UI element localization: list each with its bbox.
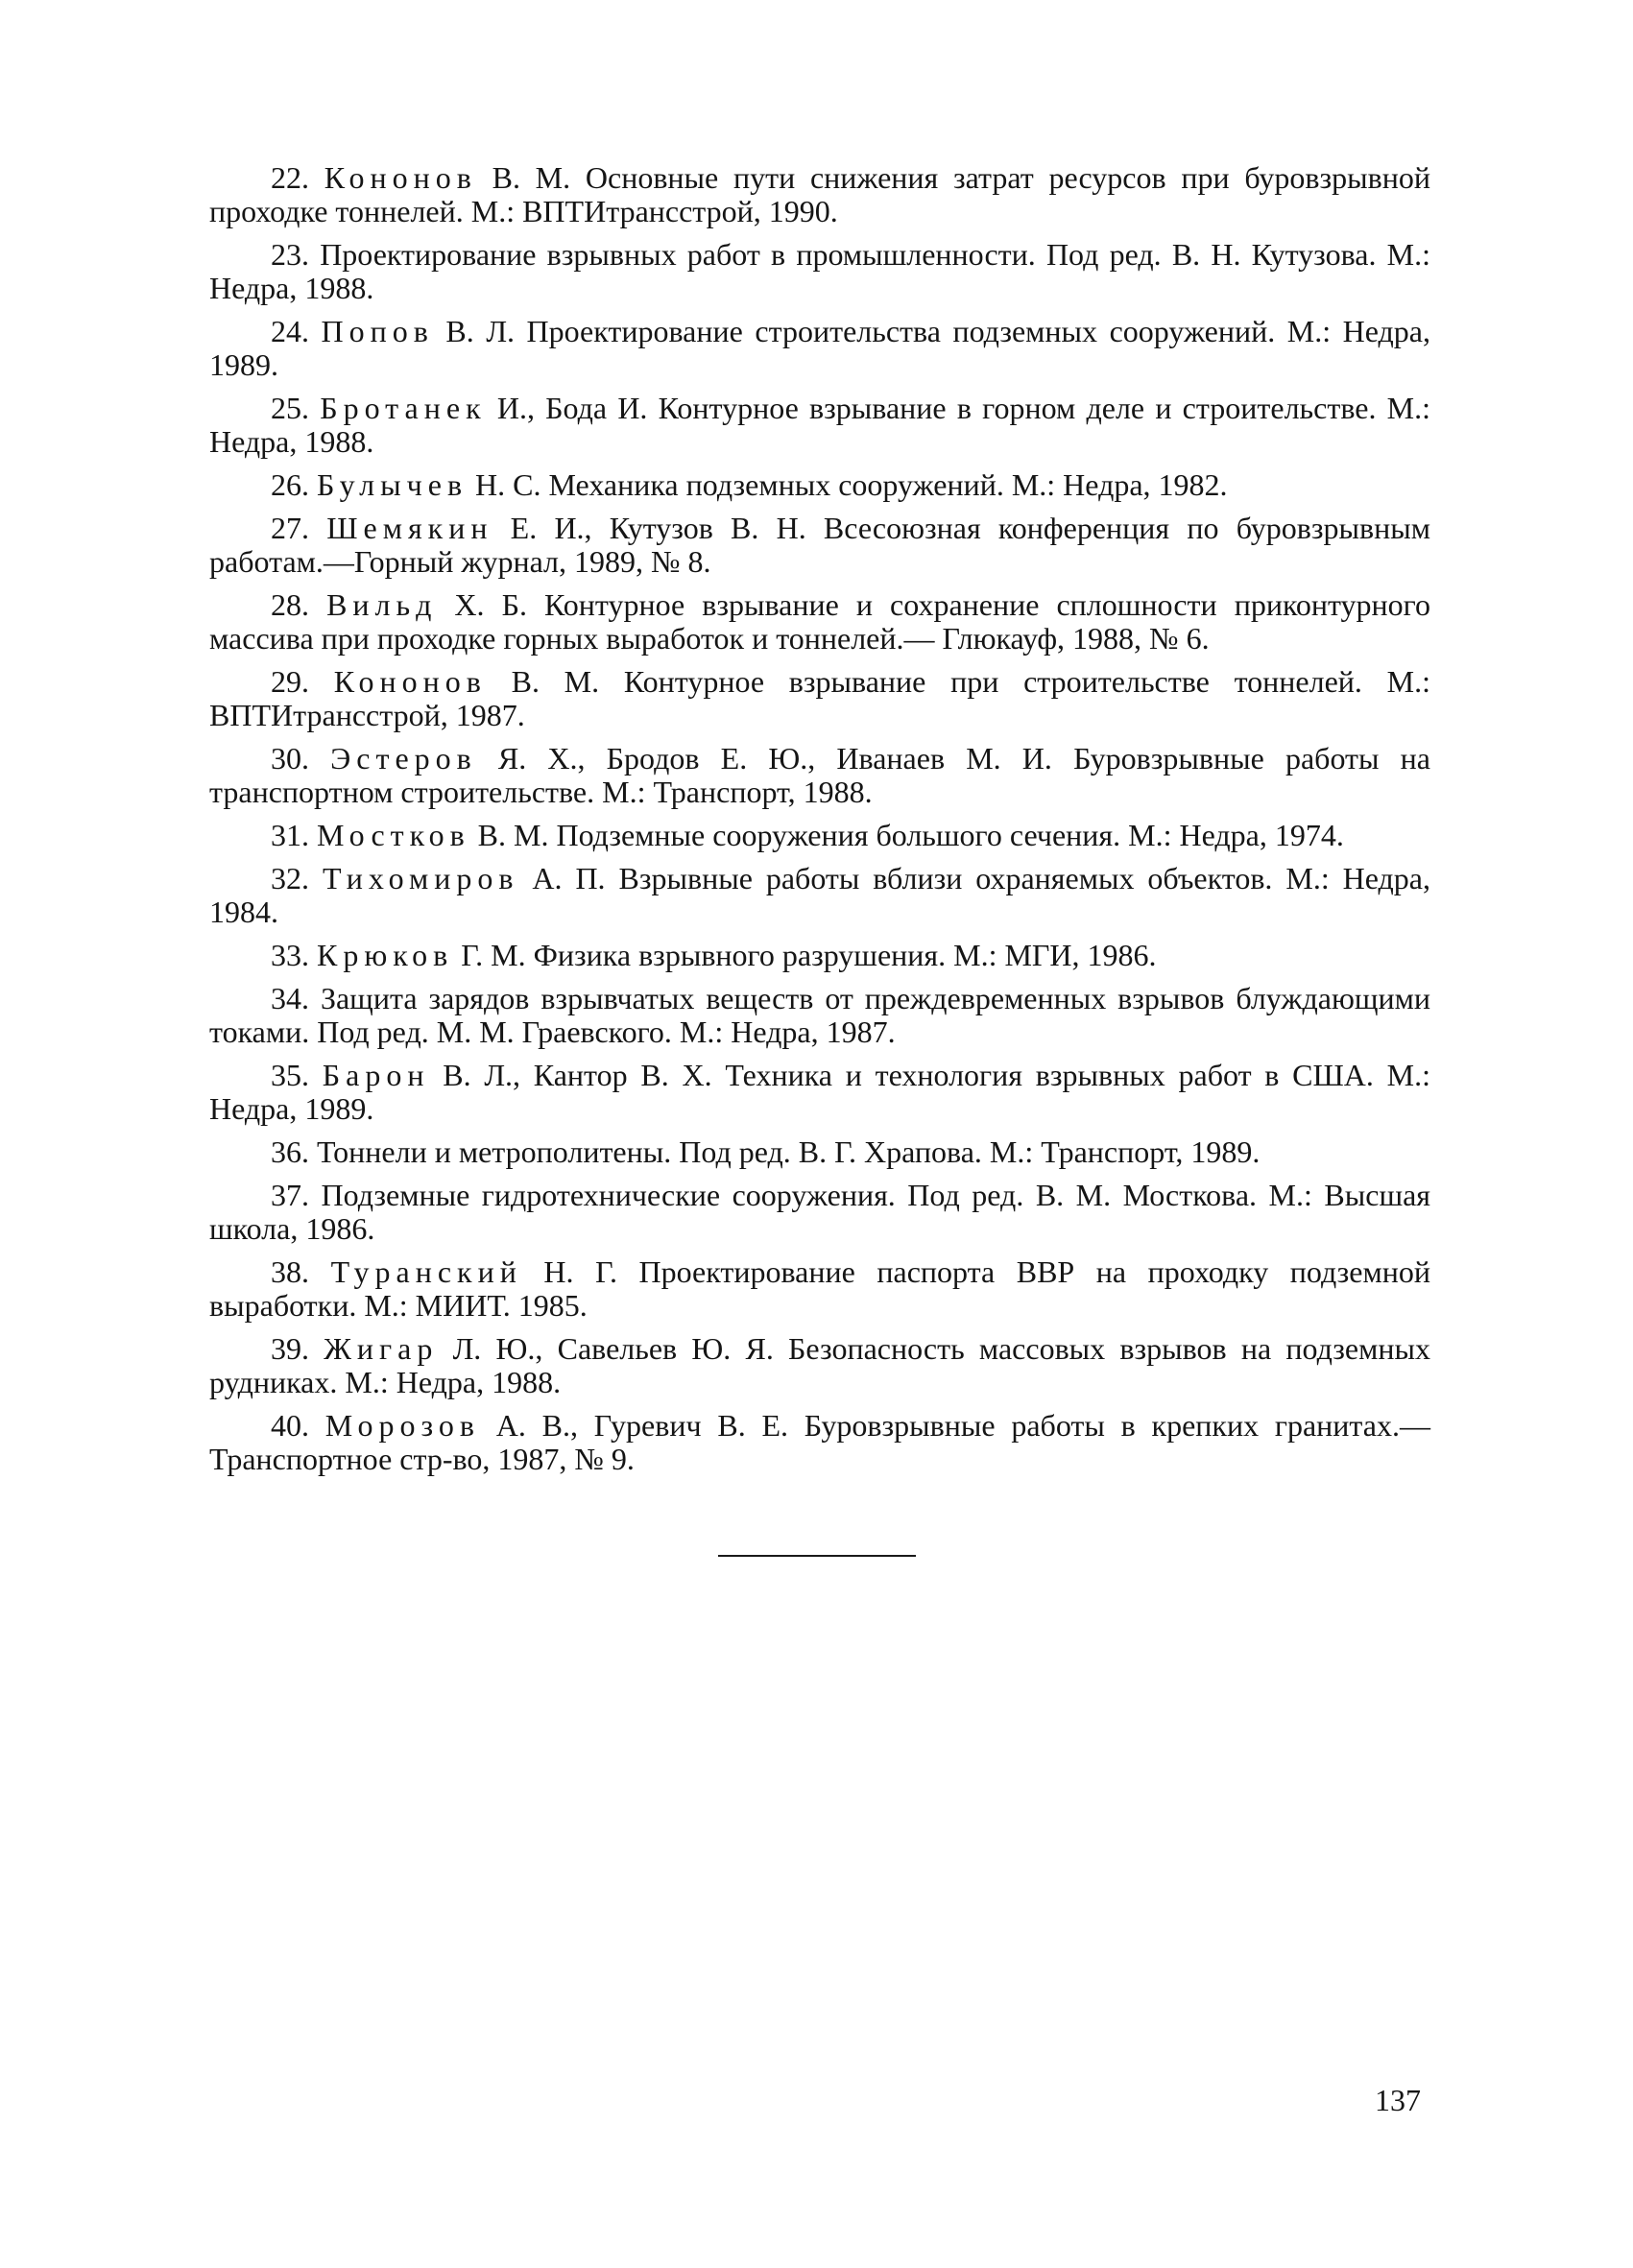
ref-text: В. Л., Кантор В. Х. Техника и технология взрывных работ в США. М.: Недра, 1989.	[209, 1058, 1431, 1126]
ref-author: Тихомиров	[322, 861, 519, 895]
ref-text: И., Бода И. Контурное взрывание в горном деле и строительстве. М.: Недра, 1988.	[209, 391, 1431, 459]
ref-author: Бротанек	[320, 391, 487, 425]
reference-item	[209, 1059, 1430, 1126]
ref-text: Защита зарядов взрывчатых веществ от преждевременных взрывов блуждающими токами. Под ред. М. М. Граевского. М.: Недра, 1987.	[209, 981, 1431, 1049]
ref-number: 22.	[271, 160, 309, 195]
ref-text: Подземные гидротехнические сооружения. Под ред. В. М. Мосткова. М.: Высшая школа, 1986.	[209, 1178, 1431, 1246]
ref-number: 35.	[271, 1058, 309, 1092]
reference-item	[209, 468, 1430, 502]
ref-text: Н. Г. Проектирование паспорта ВВР на проходку подземной выработки. М.: МИИТ. 1985.	[209, 1254, 1431, 1323]
page-number: 137	[1375, 2083, 1421, 2117]
ref-text: Проектирование взрывных работ в промышленности. Под ред. В. Н. Кутузова. М.: Недра, 1988.	[209, 237, 1431, 305]
reference-item	[209, 1332, 1430, 1399]
ref-author: Попов	[321, 314, 434, 348]
ref-number: 36.	[271, 1134, 309, 1169]
ref-text: А. П. Взрывные работы вблизи охраняемых объектов. М.: Недра, 1984.	[209, 861, 1431, 929]
reference-item	[209, 742, 1430, 809]
ref-text: В. М. Подземные сооружения большого сечения. М.: Недра, 1974.	[469, 818, 1344, 852]
section-divider	[718, 1555, 916, 1557]
ref-number: 38.	[271, 1254, 309, 1289]
ref-text: Я. Х., Бродов Е. Ю., Иванаев М. И. Буровзрывные работы на транспортном строительстве. М.: Транспорт, 1988.	[209, 741, 1431, 809]
ref-number: 33.	[271, 938, 309, 972]
reference-item	[209, 588, 1430, 656]
ref-number: 39.	[271, 1331, 309, 1366]
ref-text: Г. М. Физика взрывного разрушения. М.: МГИ, 1986.	[453, 938, 1157, 972]
ref-author: Булычев	[317, 467, 468, 502]
ref-number: 28.	[271, 587, 309, 622]
ref-text: Л. Ю., Савельев Ю. Я. Безопасность массовых взрывов на подземных рудниках. М.: Недра, 1988.	[209, 1331, 1431, 1399]
ref-number: 32.	[271, 861, 309, 895]
ref-number: 34.	[271, 981, 309, 1015]
ref-text: В. М. Основные пути снижения затрат ресурсов при буровзрывной проходке тоннелей. М.: ВПТИтрансстрой, 1990.	[209, 160, 1431, 228]
ref-number: 24.	[271, 314, 309, 348]
reference-item	[209, 315, 1430, 382]
ref-number: 30.	[271, 741, 309, 776]
ref-number: 27.	[271, 511, 309, 545]
ref-author: Барон	[322, 1058, 430, 1092]
ref-number: 40.	[271, 1408, 309, 1443]
reference-item	[209, 1255, 1430, 1323]
reference-item	[209, 1409, 1430, 1476]
reference-list	[209, 161, 1430, 1486]
ref-author: Кононов	[333, 664, 487, 699]
reference-item	[209, 862, 1430, 929]
ref-text: В. Л. Проектирование строительства подземных сооружений. М.: Недра, 1989.	[209, 314, 1431, 382]
reference-item	[209, 238, 1430, 305]
reference-item	[209, 665, 1430, 732]
ref-author: Морозов	[324, 1408, 480, 1443]
ref-author: Эстеров	[330, 741, 477, 776]
ref-number: 29.	[271, 664, 309, 699]
ref-author: Кононов	[324, 160, 477, 195]
ref-author: Туранский	[330, 1254, 522, 1289]
ref-number: 25.	[271, 391, 309, 425]
ref-text: В. М. Контурное взрывание при строительстве тоннелей. М.: ВПТИтрансстрой, 1987.	[209, 664, 1431, 732]
reference-item	[209, 819, 1430, 852]
reference-item	[209, 392, 1430, 459]
reference-item	[209, 982, 1430, 1049]
ref-number: 26.	[271, 467, 309, 502]
ref-number: 23.	[271, 237, 309, 272]
ref-text: Н. С. Механика подземных сооружений. М.: Недра, 1982.	[468, 467, 1228, 502]
ref-author: Жигар	[324, 1331, 439, 1366]
ref-author: Крюков	[317, 938, 454, 972]
ref-text: А. В., Гуревич В. Е. Буровзрывные работы в крепких гранитах.—Транспортное стр-во, 1987, № 9.	[209, 1408, 1431, 1476]
reference-item	[209, 512, 1430, 579]
ref-number: 37.	[271, 1178, 309, 1212]
ref-author: Вильд	[326, 587, 438, 622]
reference-item	[209, 1179, 1430, 1246]
ref-author: Мостков	[317, 818, 470, 852]
reference-item	[209, 1135, 1430, 1169]
reference-item	[209, 161, 1430, 228]
ref-number: 31.	[271, 818, 309, 852]
ref-text: Е. И., Кутузов В. Н. Всесоюзная конференция по буровзрывным работам.—Горный журнал, 1989, № 8.	[209, 511, 1431, 579]
ref-text: Тоннели и метрополитены. Под ред. В. Г. Храпова. М.: Транспорт, 1989.	[317, 1134, 1261, 1169]
reference-item	[209, 939, 1430, 972]
ref-text: Х. Б. Контурное взрывание и сохранение сплошности приконтурного массива при проходке горных выработок и тоннелей.— Глюкауф, 1988, № 6.	[209, 587, 1431, 656]
ref-author: Шемякин	[326, 511, 493, 545]
